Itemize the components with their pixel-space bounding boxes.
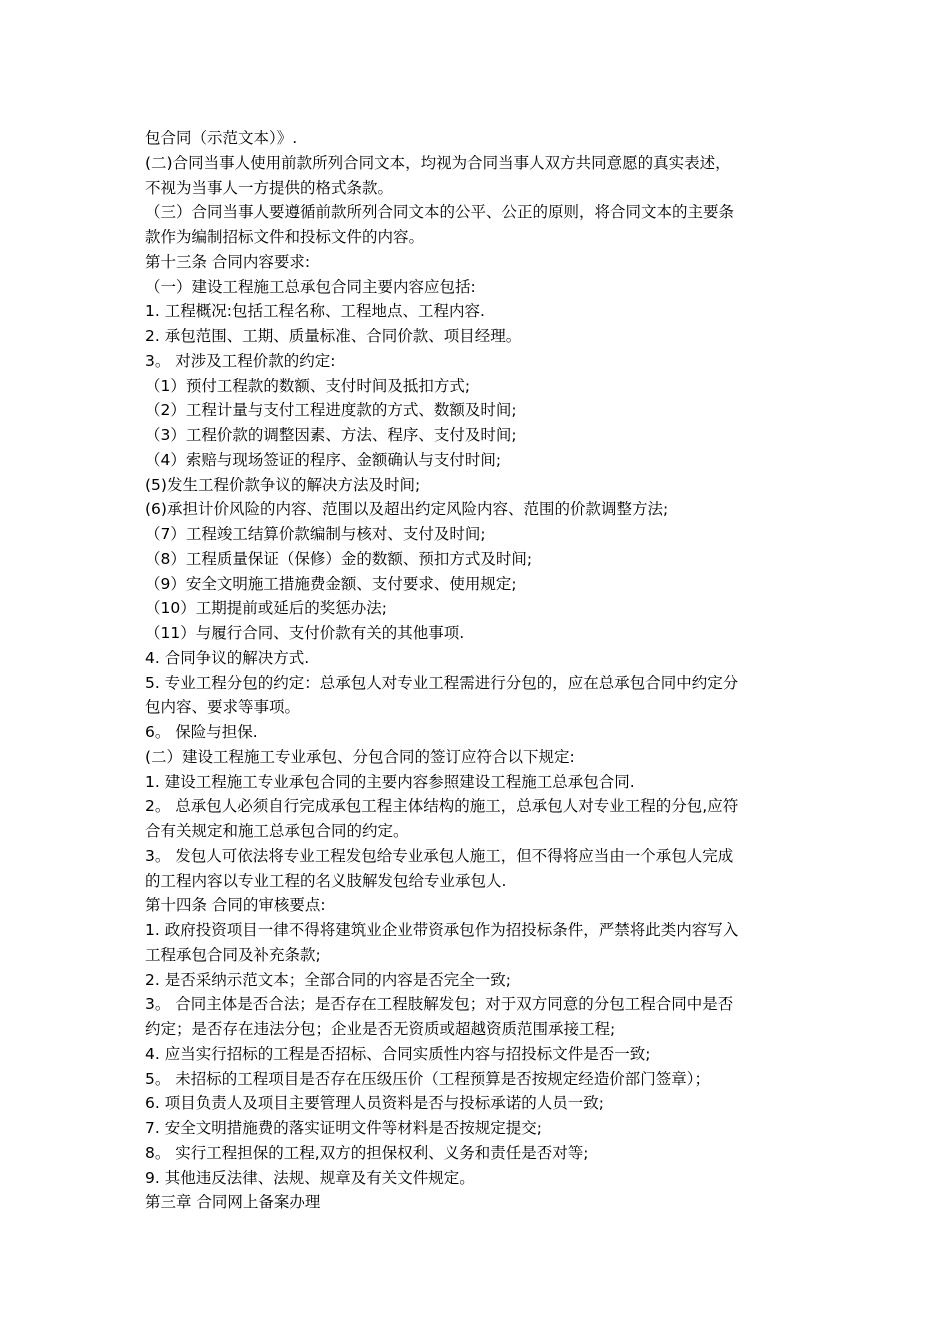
text-line: 9. 其他违反法律、法规、规章及有关文件规定。 [145, 1168, 475, 1187]
text-line: 3。 对涉及工程价款的约定: [145, 351, 336, 370]
text-line: （10）工期提前或延后的奖惩办法; [145, 599, 387, 618]
text-line: 5。 未招标的工程项目是否存在压级压价（工程预算是否按规定经造价部门签章）； [145, 1069, 711, 1088]
text-line: 合有关规定和施工总承包合同的约定。 [145, 822, 409, 840]
text-line: （1）预付工程款的数额、支付时间及抵扣方式; [145, 376, 471, 395]
text-line: （3）工程价款的调整因素、方法、程序、支付及时间; [145, 426, 517, 444]
text-line: 7. 安全文明措施费的落实证明文件等材料是否按规定提交; [145, 1119, 542, 1137]
text-line: 3。 发包人可依法将专业工程发包给专业承包人施工，但不得将应当由一个承包人完成 [145, 846, 734, 865]
text-line: 包合同（示范文本）》. [145, 129, 298, 147]
text-line: 第十三条 合同内容要求: [145, 252, 311, 271]
text-line: 款作为编制招标文件和投标文件的内容。 [145, 228, 425, 246]
text-line: 第三章 合同网上备案办理 [145, 1193, 321, 1212]
text-line: 2。 总承包人必须自行完成承包工程主体结构的施工，总承包人对专业工程的分包,应符 [145, 797, 739, 816]
text-line: 4. 合同争议的解决方式. [145, 648, 310, 667]
text-line: 2. 承包范围、工期、质量标准、合同价款、项目经理。 [145, 327, 522, 345]
text-line: （8）工程质量保证（保修）金的数额、预扣方式及时间; [145, 549, 533, 568]
text-line: 8。 实行工程担保的工程,双方的担保权利、义务和责任是否对等; [145, 1143, 589, 1162]
text-line: 4. 应当实行招标的工程是否招标、合同实质性内容与招投标文件是否一致; [145, 1044, 651, 1063]
text-line: (二）建设工程施工专业承包、分包合同的签订应符合以下规定: [145, 747, 575, 766]
text-line: (二)合同当事人使用前款所列合同文本，均视为合同当事人双方共同意愿的真实表述， [145, 153, 731, 172]
text-line: （7）工程竣工结算价款编制与核对、支付及时间; [145, 525, 486, 543]
text-line: 工程承包合同及补充条款; [145, 945, 321, 964]
text-line: 约定；是否存在违法分包；企业是否无资质或超越资质范围承接工程; [145, 1020, 616, 1038]
text-line: 的工程内容以专业工程的名义肢解发包给专业承包人. [145, 871, 507, 890]
text-line: (5)发生工程价款争议的解决方法及时间; [145, 475, 421, 494]
text-line: 不视为当事人一方提供的格式条款。 [145, 178, 394, 197]
text-line: 6. 项目负责人及项目主要管理人员资料是否与投标承诺的人员一致; [145, 1094, 604, 1113]
text-line: (6)承担计价风险的内容、范围以及超出约定风险内容、范围的价款调整方法; [145, 500, 669, 519]
text-line: 6。 保险与担保. [145, 723, 258, 741]
text-line: （三）合同当事人要遵循前款所列合同文本的公平、公正的原则，将合同文本的主要条 [145, 203, 735, 222]
text-line: 包内容、要求等事项。 [145, 698, 301, 717]
text-line: 1. 工程概况:包括工程名称、工程地点、工程内容. [145, 302, 485, 321]
text-line: （9）安全文明施工措施费金额、支付要求、使用规定; [145, 574, 517, 593]
text-line: 2. 是否采纳示范文本；全部合同的内容是否完全一致; [145, 970, 511, 989]
text-line: 3。 合同主体是否合法；是否存在工程肢解发包；对于双方同意的分包工程合同中是否 [145, 995, 734, 1014]
text-line: （2）工程计量与支付工程进度款的方式、数额及时间; [145, 401, 517, 420]
text-line: 5. 专业工程分包的约定：总承包人对专业工程需进行分包的，应在总承包合同中约定分 [145, 673, 739, 692]
text-line: 1. 建设工程施工专业承包合同的主要内容参照建设工程施工总承包合同. [145, 772, 635, 791]
text-line: 1. 政府投资项目一律不得将建筑业企业带资承包作为招投标条件，严禁将此类内容写入 [145, 921, 739, 939]
text-line: （11）与履行合同、支付价款有关的其他事项. [145, 624, 465, 642]
text-line: （4）索赔与现场签证的程序、金额确认与支付时间; [145, 450, 502, 469]
text-line: 第十四条 合同的审核要点: [145, 896, 326, 915]
text-line: （一）建设工程施工总承包合同主要内容应包括: [145, 277, 476, 296]
